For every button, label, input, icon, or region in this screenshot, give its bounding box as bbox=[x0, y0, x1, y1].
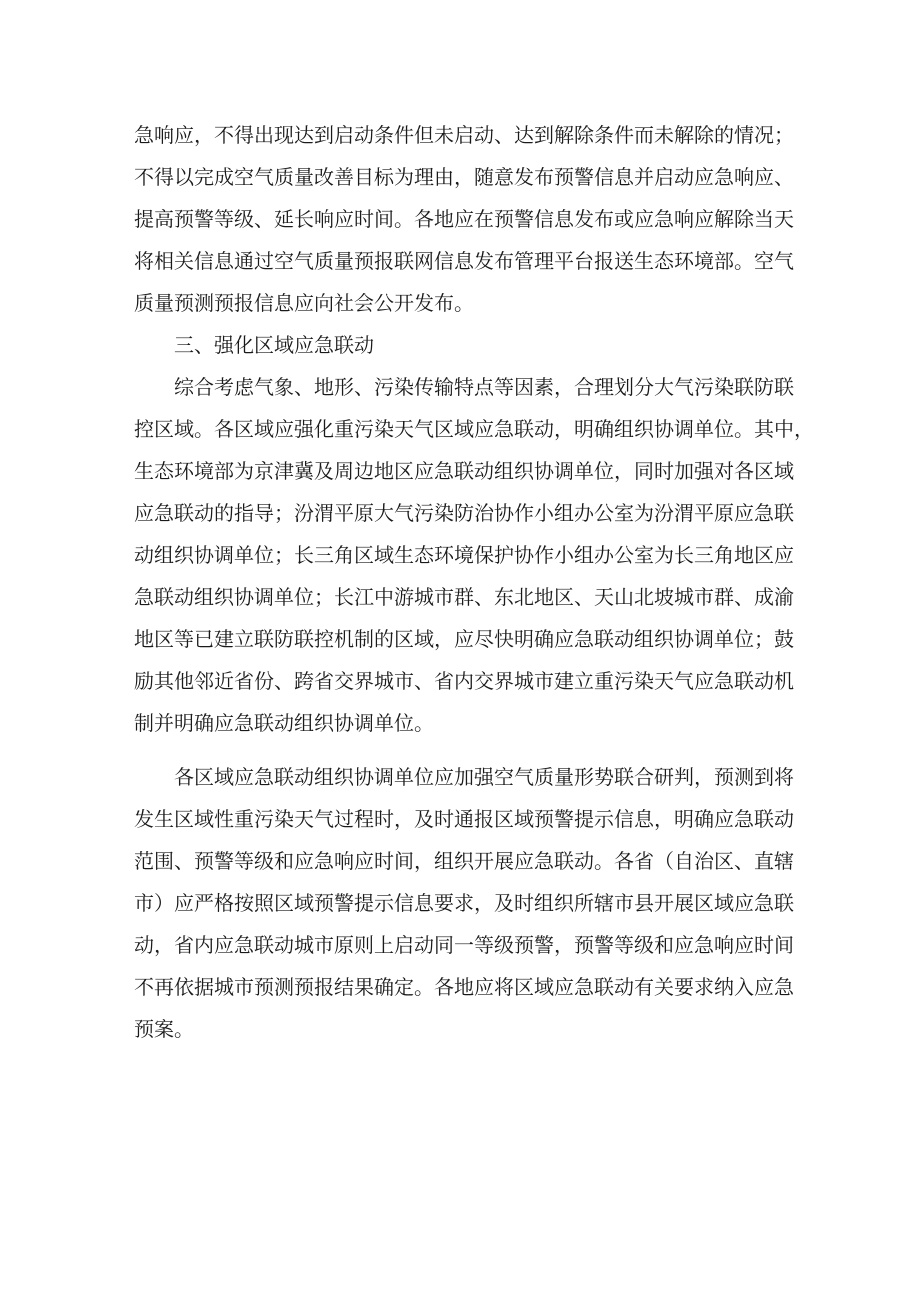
text-line: 范围、预警等级和应急响应时间，组织开展应急联动。各省（自治区、直辖 bbox=[134, 849, 794, 873]
text-line: 市）应严格按照区域预警提示信息要求，及时组织所辖市县开展区域应急联 bbox=[134, 891, 794, 915]
text-line: 应急联动的指导；汾渭平原大气污染防治协作小组办公室为汾渭平原应急联 bbox=[134, 501, 794, 525]
text-line: 生态环境部为京津冀及周边地区应急联动组织协调单位，同时加强对各区域 bbox=[134, 459, 794, 483]
text-line: 急联动组织协调单位；长江中游城市群、东北地区、天山北坡城市群、成渝 bbox=[134, 585, 794, 609]
text-line: 预案。 bbox=[134, 1017, 194, 1041]
text-line: 提高预警等级、延长响应时间。各地应在预警信息发布或应急响应解除当天 bbox=[134, 207, 794, 231]
text-line: 将相关信息通过空气质量预报联网信息发布管理平台报送生态环境部。空气 bbox=[134, 249, 794, 273]
text-line: 质量预测预报信息应向社会公开发布。 bbox=[134, 291, 474, 315]
text-line: 地区等已建立联防联控机制的区域，应尽快明确应急联动组织协调单位；鼓 bbox=[134, 627, 794, 651]
paragraph-1 bbox=[134, 114, 794, 324]
document-body bbox=[134, 114, 814, 1050]
text-line: 急响应，不得出现达到启动条件但未启动、达到解除条件而未解除的情况； bbox=[134, 123, 794, 147]
heading-text: 三、强化区域应急联动 bbox=[174, 333, 374, 357]
text-line: 各区域应急联动组织协调单位应加强空气质量形势联合研判，预测到将 bbox=[174, 765, 794, 789]
text-line: 控区域。各区域应强化重污染天气区域应急联动，明确组织协调单位。其中， bbox=[134, 417, 814, 441]
text-line: 动，省内应急联动城市原则上启动同一等级预警，预警等级和应急响应时间 bbox=[134, 933, 794, 957]
paragraph-3 bbox=[134, 756, 794, 1050]
text-line: 不得以完成空气质量改善目标为理由，随意发布预警信息并启动应急响应、 bbox=[134, 165, 794, 189]
text-line: 综合考虑气象、地形、污染传输特点等因素，合理划分大气污染联防联 bbox=[174, 375, 794, 399]
text-line: 制并明确应急联动组织协调单位。 bbox=[134, 711, 434, 735]
section-heading bbox=[134, 324, 794, 366]
text-line: 不再依据城市预测预报结果确定。各地应将区域应急联动有关要求纳入应急 bbox=[134, 975, 794, 999]
paragraph-2 bbox=[134, 366, 814, 744]
paragraph-gap bbox=[134, 744, 794, 756]
text-line: 励其他邻近省份、跨省交界城市、省内交界城市建立重污染天气应急联动机 bbox=[134, 669, 794, 693]
text-line: 发生区域性重污染天气过程时，及时通报区域预警提示信息，明确应急联动 bbox=[134, 807, 794, 831]
text-line: 动组织协调单位；长三角区域生态环境保护协作小组办公室为长三角地区应 bbox=[134, 543, 794, 567]
